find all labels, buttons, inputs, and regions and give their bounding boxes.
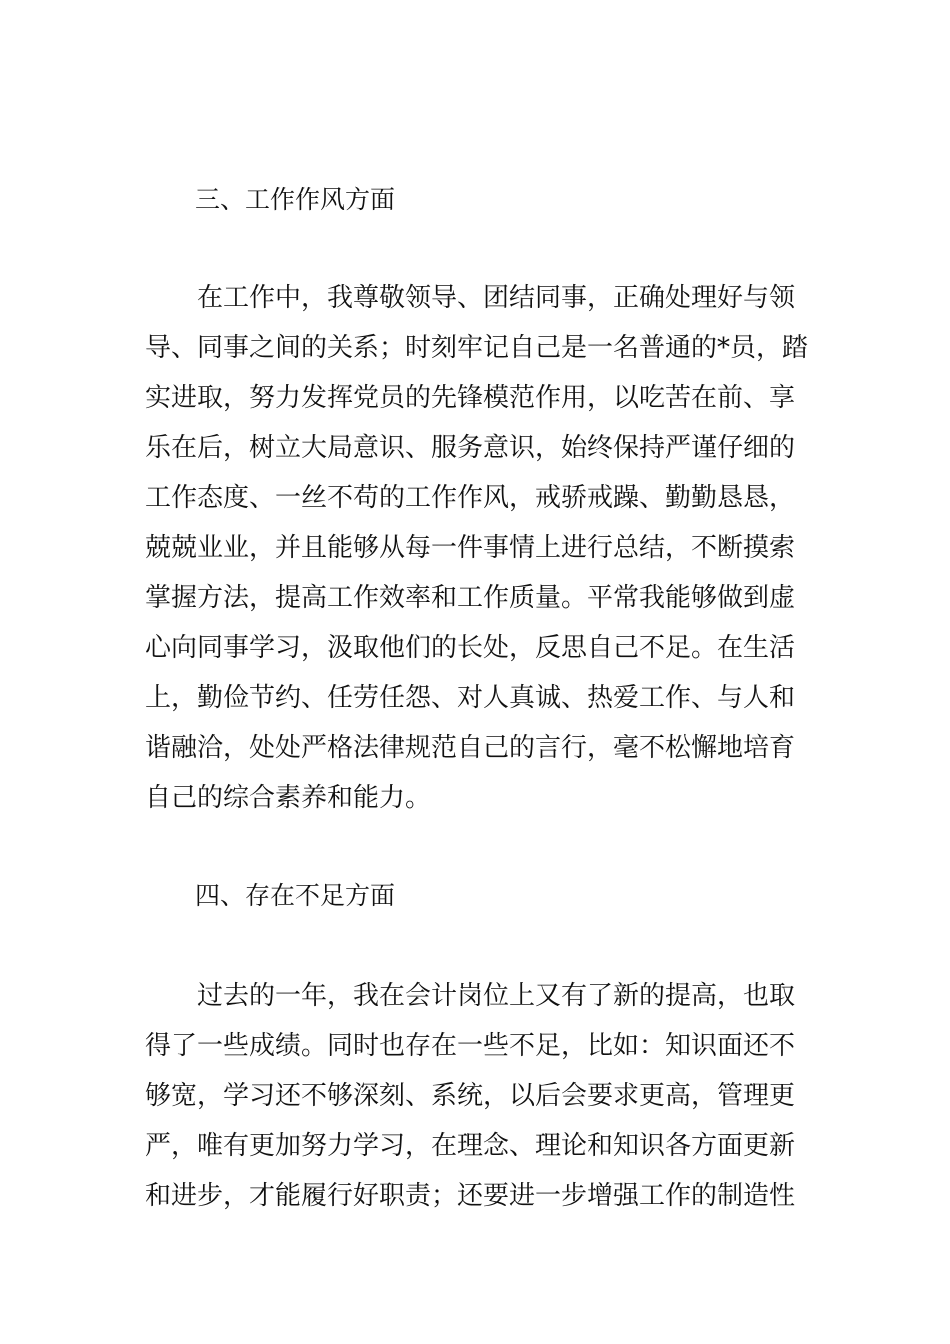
paragraph-line: 得了一些成绩。同时也存在一些不足，比如：知识面还不 [145,1031,796,1061]
paragraph-line: 掌握方法，提高工作效率和工作质量。平常我能够做到虚 [145,583,796,613]
paragraph-line: 谐融洽，处处严格法律规范自己的言行，毫不松懈地培育 [145,733,796,763]
paragraph-line: 够宽，学习还不够深刻、系统，以后会要求更高，管理更 [145,1081,796,1111]
paragraph-line: 乐在后，树立大局意识、服务意识，始终保持严谨仔细的 [145,433,796,463]
section-heading: 四、存在不足方面 [195,881,396,910]
paragraph-line: 工作态度、一丝不苟的工作作风，戒骄戒躁、勤勤恳恳， [145,483,796,513]
paragraph-line: 和进步，才能履行好职责；还要进一步增强工作的制造性 [145,1181,796,1211]
paragraph-line: 过去的一年，我在会计岗位上又有了新的提高，也取 [197,981,796,1011]
paragraph-line: 严，唯有更加努力学习，在理念、理论和知识各方面更新 [145,1131,796,1161]
paragraph-line: 自己的综合素养和能力。 [145,783,432,813]
paragraph-shortcomings [145,971,815,1221]
paragraph-line: 上，勤俭节约、任劳任怨、对人真诚、热爱工作、与人和 [145,683,796,713]
paragraph-line: 心向同事学习，汲取他们的长处，反思自己不足。在生活 [145,633,796,663]
paragraph-line: 导、同事之间的关系；时刻牢记自己是一名普通的*员，踏 [145,333,809,363]
paragraph-work-style [145,273,815,823]
paragraph-line: 实进取，努力发挥党员的先锋模范作用，以吃苦在前、享 [145,383,796,413]
paragraph-line: 兢兢业业，并且能够从每一件事情上进行总结，不断摸索 [145,533,796,563]
section-heading: 三、工作作风方面 [195,185,396,214]
paragraph-line: 在工作中，我尊敬领导、团结同事，正确处理好与领 [197,283,796,313]
